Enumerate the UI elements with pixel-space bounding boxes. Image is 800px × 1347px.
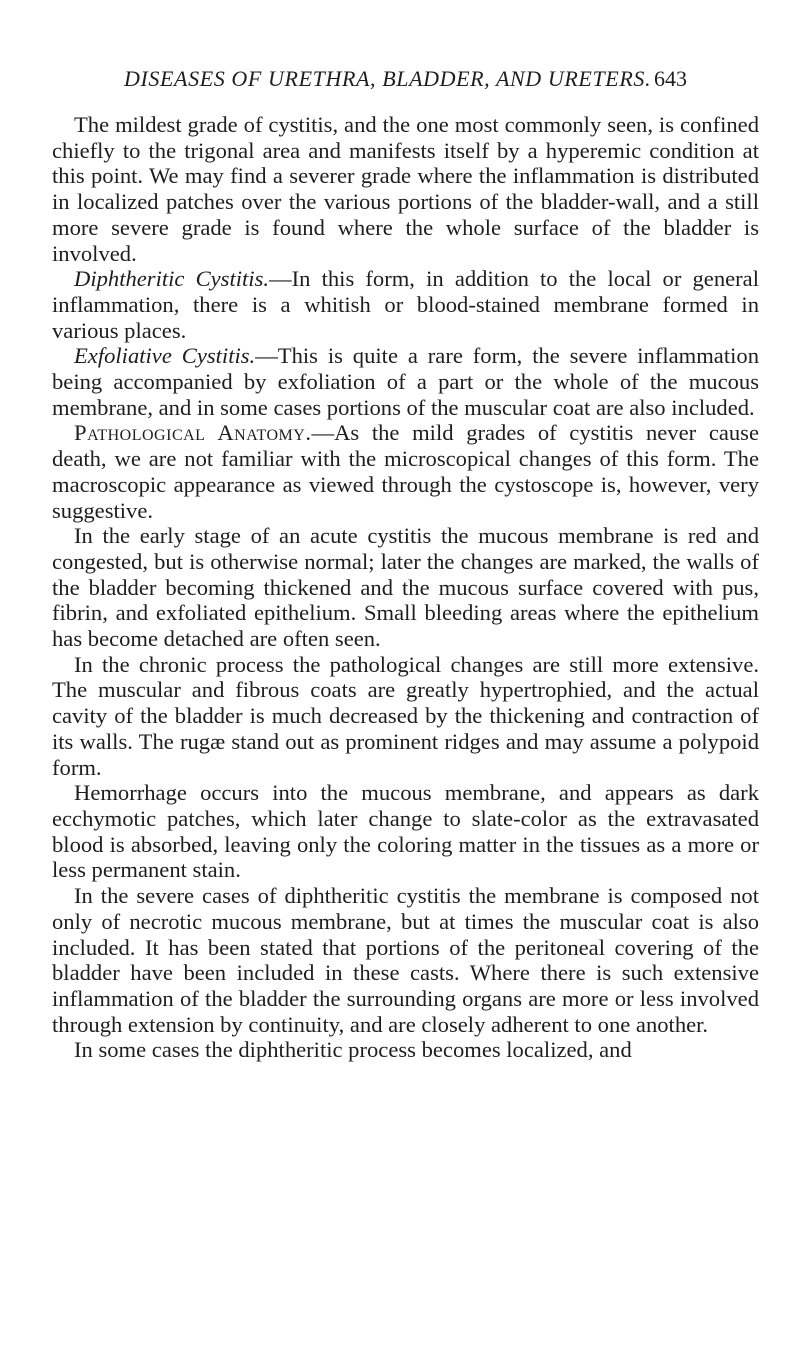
section-heading-exfoliative: Exfoliative Cystitis.: [74, 343, 256, 369]
paragraph-hemorrhage: [52, 780, 759, 883]
paragraph-text: Hemorrhage occurs into the mucous membrane, and appears as dark ecchymotic patches, which later change to slate-color as the extravasated blood is absorbed, leaving only the coloring matter in the tissues as a more or less permanent stain.: [52, 780, 759, 883]
paragraph-text: In the severe cases of diphtheritic cystitis the membrane is composed not only of necrotic mucous membrane, but at times the muscular coat is also included. It has been stated that portions of the peritoneal covering of the bladder have been included in these casts. Where there is such extensive inflammation of the bladder the surrounding organs are more or less involved through extension by continuity, and are closely adherent to one another.: [52, 883, 759, 1037]
body-text: [52, 112, 759, 1063]
running-head: [124, 64, 687, 94]
paragraph-pathological-anatomy: [52, 420, 759, 523]
paragraph-acute-stage: [52, 523, 759, 652]
paragraph-exfoliative-cystitis: [52, 343, 759, 420]
paragraph-text: The mildest grade of cystitis, and the one most commonly seen, is confined chiefly to the trigonal area and manifests itself by a hyperemic condition at this point. We may find a severer grade where the inflammation is distributed in localized patches over the various portions of the bladder-wall, and a still more severe grade is found where the whole surface of the bladder is involved.: [52, 112, 759, 266]
paragraph-text: —As the mild grades of cystitis never cause death, we are not familiar with the microscopical changes of this form. The macroscopic appearance as viewed through the cystoscope is, however, very suggestive.: [52, 420, 759, 523]
paragraph-chronic-process: [52, 652, 759, 781]
paragraph-text: In the chronic process the pathological changes are still more extensive. The muscular and fibrous coats are greatly hypertrophied, and the actual cavity of the bladder is much decreased by the thickening and contraction of its walls. The rugæ stand out as prominent ridges and may assume a polypoid form.: [52, 651, 759, 780]
section-heading-pathological-anatomy: Pathological Anatomy.: [74, 420, 312, 446]
paragraph-text: In the early stage of an acute cystitis the mucous membrane is red and congested, but is otherwise normal; later the changes are marked, the walls of the bladder becoming thickened and the mucous surface covered with pus, fibrin, and exfoliated epithelium. Small bleeding areas where the epithelium has become detached are often seen.: [52, 523, 759, 652]
paragraph-localized-process: [52, 1037, 759, 1063]
page-number: 643: [654, 66, 687, 91]
paragraph-diphtheritic-cystitis: [52, 266, 759, 343]
section-heading-diphtheritic: Diphtheritic Cystitis.: [74, 266, 270, 292]
paragraph-cystitis-grades: [52, 112, 759, 266]
paragraph-text: In some cases the diphtheritic process becomes localized, and: [74, 1037, 632, 1063]
paragraph-text: —This is quite a rare form, the severe inflammation being accompanied by exfoliation of a part or the whole of the mucous membrane, and in some cases portions of the muscular coat are also included.: [52, 343, 759, 420]
paragraph-severe-diphtheritic: [52, 883, 759, 1037]
running-head-title: DISEASES OF URETHRA, BLADDER, AND URETERS.: [124, 66, 652, 91]
paragraph-text: —In this form, in addition to the local or general inflammation, there is a whitish or blood-stained membrane formed in various places.: [52, 266, 759, 343]
